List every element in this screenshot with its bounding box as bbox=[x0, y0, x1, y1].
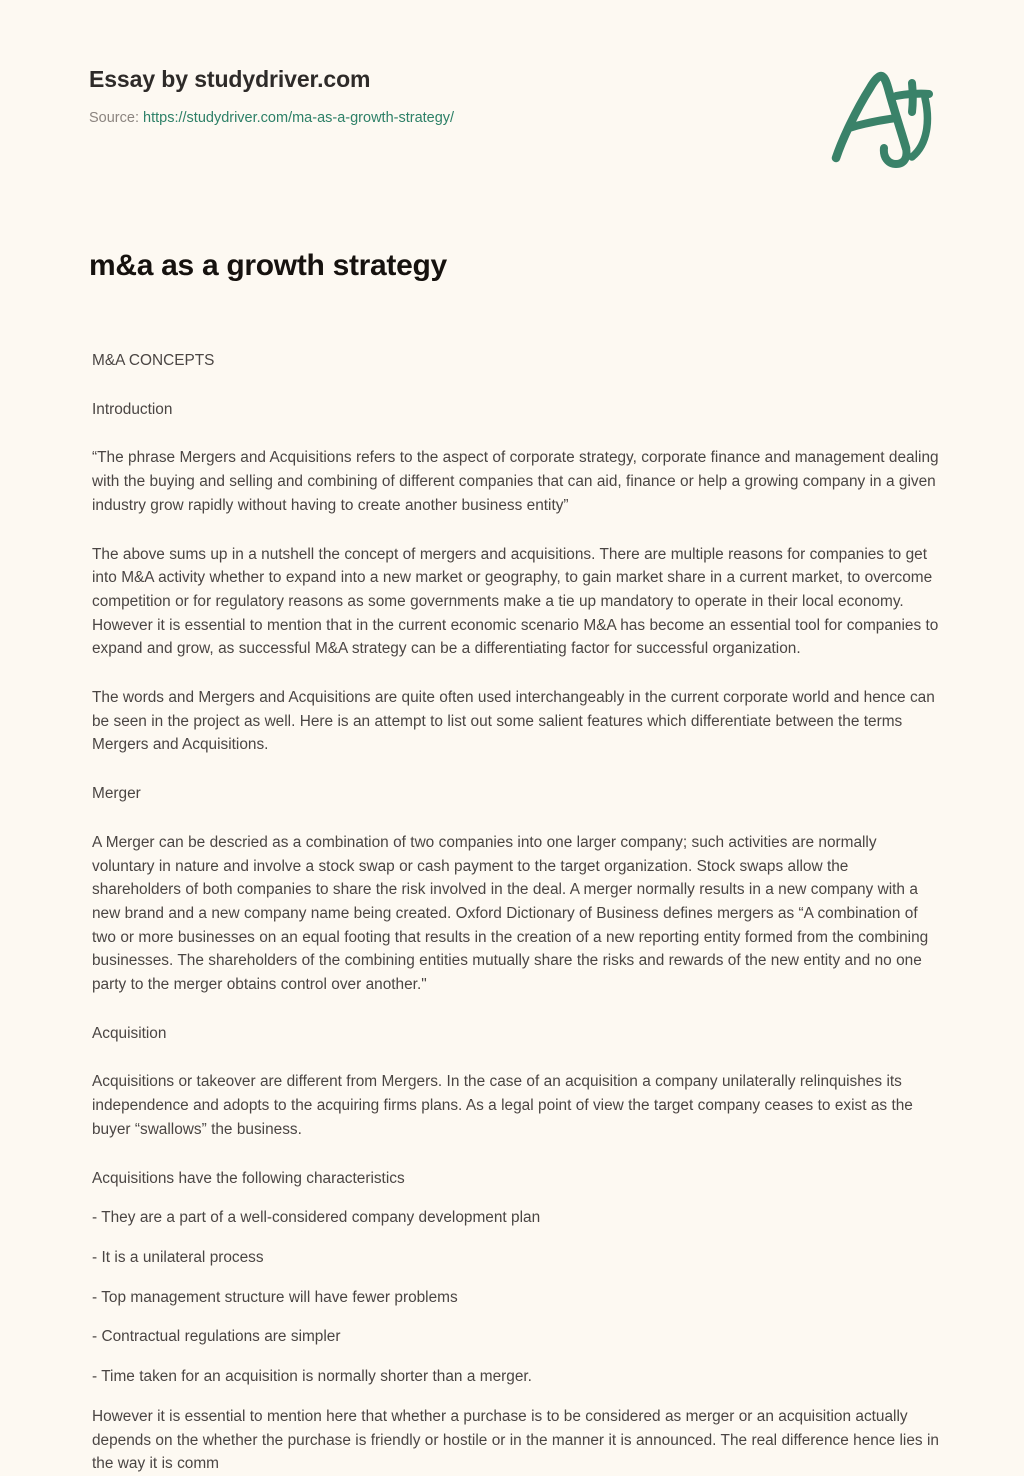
characteristics-intro: Acquisitions have the following characteristics bbox=[92, 1169, 405, 1187]
section-heading-concepts: M&A CONCEPTS bbox=[92, 352, 215, 369]
paragraph-quote-definition: “The phrase Mergers and Acquisitions refers to the aspect of corporate strategy, corporate finance and management dealing with the buying and selling and combining of different companies that can aid, finance or help a growing company in a given industry grow rapidly without having to create another business entity” bbox=[92, 449, 939, 514]
source-label: Source: bbox=[89, 109, 139, 126]
list-item: - Time taken for an acquisition is normally shorter than a merger. bbox=[92, 1368, 532, 1386]
studydriver-logo[interactable] bbox=[812, 62, 942, 170]
paragraph-closing-truncated: However it is essential to mention here that whether a purchase is to be considered as merger or an acquisition actually depends on the whether the purchase is friendly or hostile or in the manner it is announced. The real difference hence lies in the way it is comm bbox=[92, 1407, 939, 1473]
paragraph-acquisition: Acquisitions or takeover are different from Mergers. In the case of an acquisition a company unilaterally relinquishes its independence and adopts to the acquiring firms plans. As a legal point of view the target company ceases to exist as the buyer “swallows” the business. bbox=[92, 1073, 913, 1138]
list-item: - Top management structure will have fewer problems bbox=[92, 1288, 458, 1306]
source-line bbox=[89, 110, 454, 127]
subheading-merger: Merger bbox=[92, 785, 141, 803]
page-header bbox=[0, 0, 1024, 200]
brand-title: Essay by studydriver.com bbox=[89, 66, 371, 92]
paragraph-interchangeable: The words and Mergers and Acquisitions are quite often used interchangeably in the current corporate world and hence can be seen in the project as well. Here is an attempt to list out some salient features which differentiate between the terms Mergers and Acquisitions. bbox=[92, 689, 935, 754]
list-item: - They are a part of a well-considered company development plan bbox=[92, 1209, 541, 1227]
paragraph-reasons: The above sums up in a nutshell the concept of mergers and acquisitions. There are multiple reasons for companies to get into M&A activity whether to expand into a new market or geography, to gain market share in a current market, to overcome competition or for regulatory reasons as some governments make a tie up mandatory to operate in their local economy. However it is essential to mention that in the current economic scenario M&A has become an essential tool for companies to expand and grow, as successful M&A strategy can be a differentiating factor for successful organization. bbox=[92, 545, 939, 658]
subheading-acquisition: Acquisition bbox=[92, 1024, 167, 1042]
list-item: - It is a unilateral process bbox=[92, 1248, 264, 1266]
list-item: - Contractual regulations are simpler bbox=[92, 1328, 341, 1346]
paragraph-merger: A Merger can be descried as a combination of two companies into one larger company; such activities are normally voluntary in nature and involve a stock swap or cash payment to the target organization. Stock swaps allow the shareholders of both companies to share the risk involved in the deal. A merger normally results in a new company with a new brand and a new company name being created. Oxford Dictionary of Business defines mergers as “A combination of two or more businesses on an equal footing that results in the creation of a new reporting entity formed from the combining businesses. The shareholders of the combining entities mutually share the risks and rewards of the new entity and no one party to the merger obtains control over another." bbox=[92, 833, 929, 994]
subheading-introduction: Introduction bbox=[92, 400, 173, 418]
source-url-link[interactable]: https://studydriver.com/ma-as-a-growth-strategy/ bbox=[143, 109, 455, 126]
page-title: m&a as a growth strategy bbox=[89, 249, 447, 282]
essay-content bbox=[92, 349, 940, 1476]
brand-block bbox=[89, 66, 454, 127]
